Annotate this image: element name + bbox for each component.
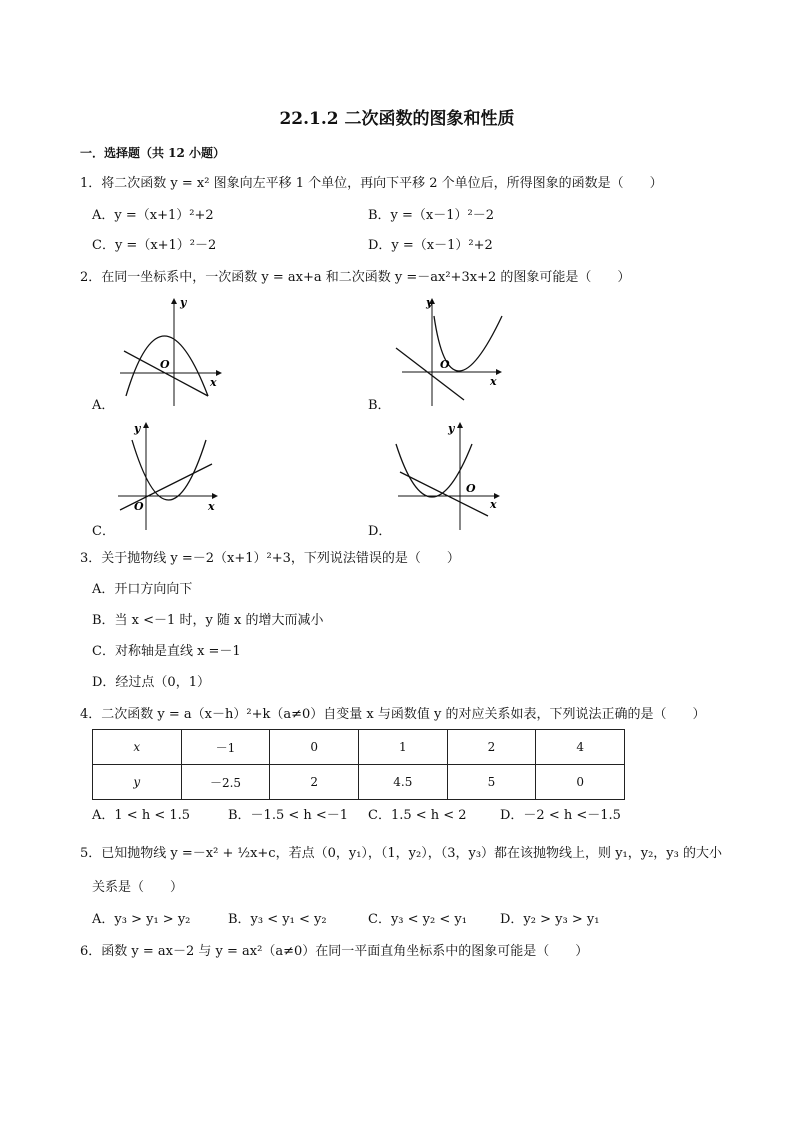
q5-option-a: A．y₃ > y₁ > y₂ <box>92 912 191 927</box>
y-axis-label: y <box>448 422 455 435</box>
q3-option-c: C．对称轴是直线 x =－1 <box>92 644 241 659</box>
table-cell: 4 <box>536 730 625 765</box>
table-cell: －2.5 <box>181 765 270 800</box>
q1-option-a: A．y =（x+1）²+2 <box>92 208 214 223</box>
q5-stem-continued: 关系是（ ） <box>92 880 184 895</box>
origin-label: O <box>440 358 450 371</box>
parabola <box>132 440 206 500</box>
q3-option-d: D．经过点（0，1） <box>92 675 210 690</box>
x-axis-label: x <box>490 498 497 511</box>
q2-option-c: C． <box>92 524 115 539</box>
q5-stem: 5．已知抛物线 y =－x² + ½x+c，若点（0，y₁），（1，y₂），（3，y₃）都在该抛物线上，则 y₁，y₂，y₃ 的大小 <box>80 846 722 861</box>
q4-option-d: D．－2 < h <－1.5 <box>500 808 621 823</box>
q3-option-b: B．当 x <－1 时，y 随 x 的增大而减小 <box>92 613 324 628</box>
q2-option-b: B． <box>368 398 391 413</box>
q5-option-b: B．y₃ < y₁ < y₂ <box>228 912 327 927</box>
q1-option-d: D．y =（x－1）²+2 <box>368 238 493 253</box>
q2-graph-d <box>392 420 504 532</box>
origin-label: O <box>134 500 144 513</box>
q2-option-a: A． <box>92 398 115 413</box>
x-axis-label: x <box>490 375 497 388</box>
linear-function <box>396 348 464 400</box>
q4-option-a: A．1 < h < 1.5 <box>92 808 191 823</box>
q1-option-c: C．y =（x+1）²－2 <box>92 238 217 253</box>
origin-label: O <box>160 358 170 371</box>
page-title: 22.1.2 二次函数的图象和性质 <box>279 109 515 129</box>
x-axis-arrow <box>212 493 218 499</box>
q4-option-b: B．－1.5 < h <－1 <box>228 808 349 823</box>
table-row-x <box>93 730 625 765</box>
q2-graph-b <box>392 296 504 408</box>
table-cell: 0 <box>270 730 359 765</box>
table-cell: 0 <box>536 765 625 800</box>
table-cell: 5 <box>447 765 536 800</box>
table-cell: 2 <box>447 730 536 765</box>
y-axis-label: y <box>180 296 187 309</box>
q4-option-c: C．1.5 < h < 2 <box>368 808 467 823</box>
q2-option-d: D． <box>368 524 392 539</box>
section-heading: 一．选择题（共 12 小题） <box>80 146 226 160</box>
table-cell: y <box>93 765 182 800</box>
q6-stem: 6．函数 y = ax－2 与 y = ax²（a≠0）在同一平面直角坐标系中的图象可能是（ ） <box>80 944 589 959</box>
x-axis-arrow <box>216 370 222 376</box>
table-row-y <box>93 765 625 800</box>
q1-option-b: B．y =（x－1）²－2 <box>368 208 495 223</box>
x-axis-label: x <box>208 500 215 513</box>
table-cell: －1 <box>181 730 270 765</box>
q4-stem: 4．二次函数 y = a（x－h）²+k（a≠0）自变量 x 与函数值 y 的对应关系如表，下列说法正确的是（ ） <box>80 707 706 722</box>
table-cell: 1 <box>358 730 447 765</box>
y-axis-label: y <box>134 422 141 435</box>
q4-value-table <box>92 729 625 800</box>
q3-option-a: A．开口方向向下 <box>92 582 193 597</box>
origin-label: O <box>466 482 476 495</box>
table-cell: 2 <box>270 765 359 800</box>
y-axis-label: y <box>426 296 433 309</box>
q5-option-d: D．y₂ > y₃ > y₁ <box>500 912 600 927</box>
x-axis-label: x <box>210 376 217 389</box>
y-axis-arrow <box>457 422 463 428</box>
q3-stem: 3．关于抛物线 y =－2（x+1）²+3，下列说法错误的是（ ） <box>80 551 460 566</box>
q5-option-c: C．y₃ < y₂ < y₁ <box>368 912 467 927</box>
q2-graph-a <box>112 296 222 408</box>
q1-stem: 1．将二次函数 y = x² 图象向左平移 1 个单位，再向下平移 2 个单位后，所得图象的函数是（ ） <box>80 176 663 191</box>
q2-graph-c <box>112 420 222 532</box>
q2-stem: 2．在同一坐标系中，一次函数 y = ax+a 和二次函数 y =－ax²+3x+2 的图象可能是（ ） <box>80 270 631 285</box>
x-axis-arrow <box>496 369 502 375</box>
table-cell: 4.5 <box>358 765 447 800</box>
y-axis-arrow <box>143 422 149 428</box>
y-axis-arrow <box>171 298 177 304</box>
table-cell: x <box>93 730 182 765</box>
